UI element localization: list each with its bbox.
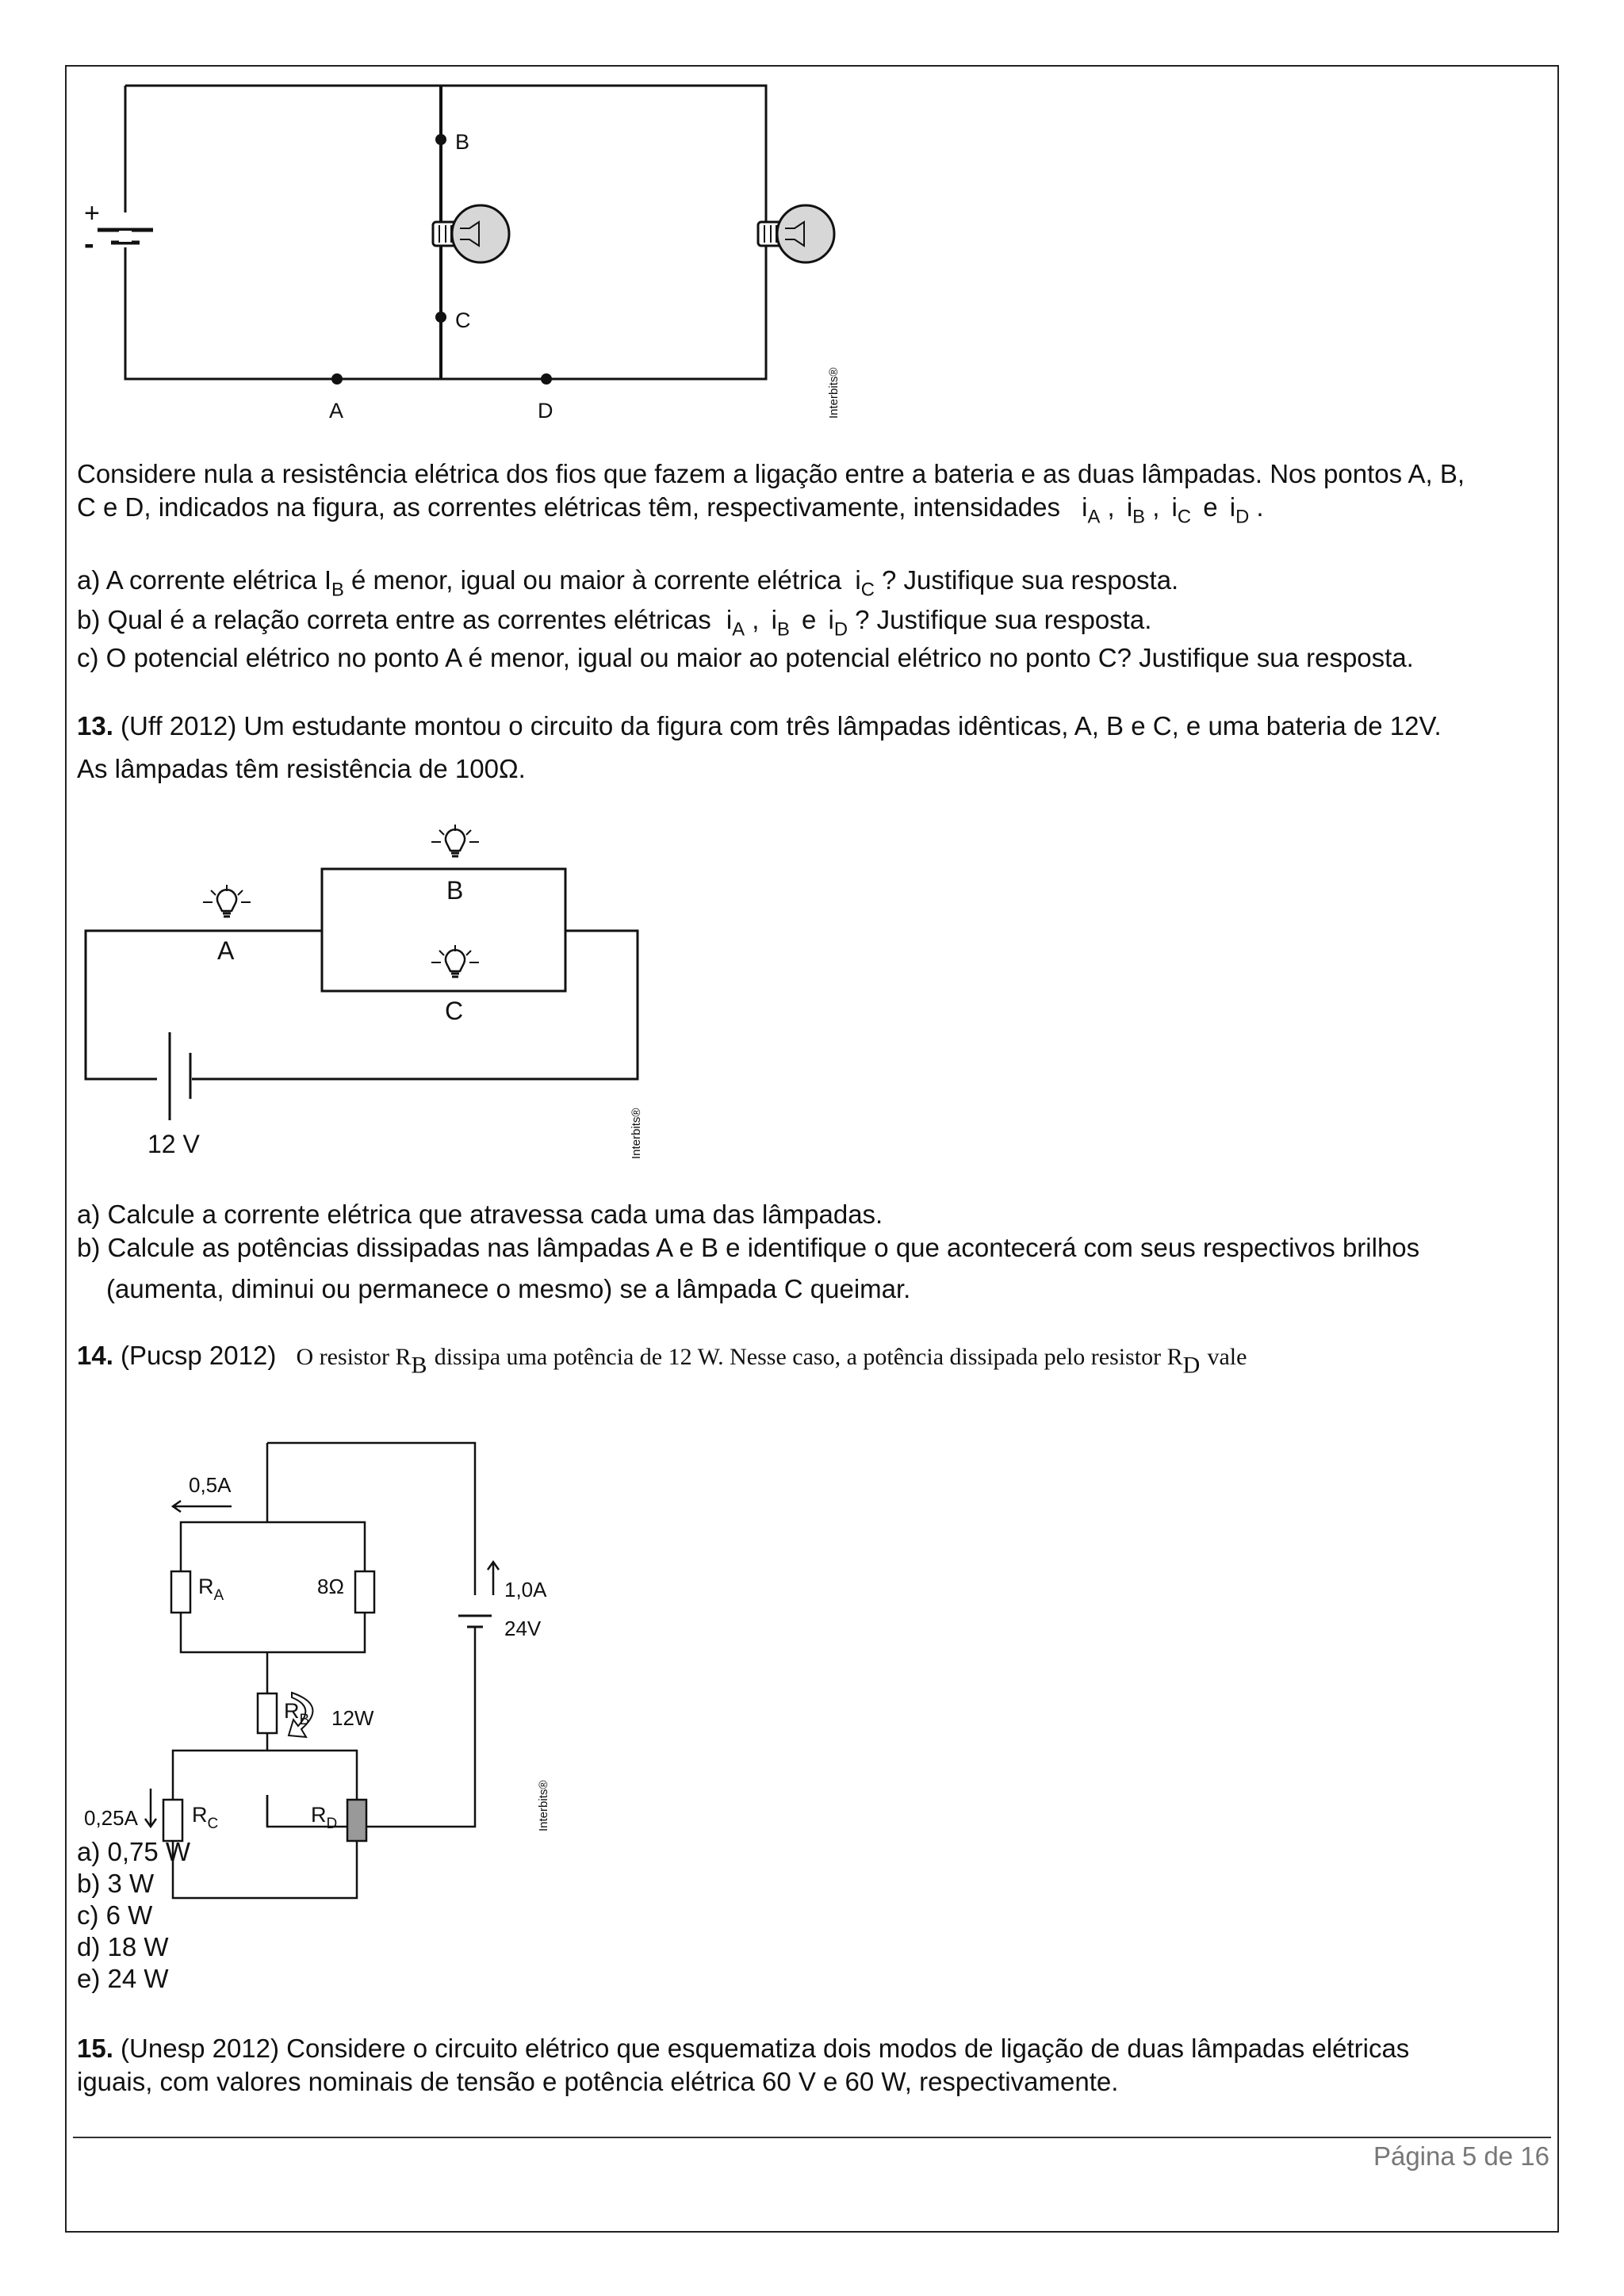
q12-item-c: c) O potencial elétrico no ponto A é menor, igual ou maior ao potencial elétrico no ponto C? Justifique sua resposta.: [77, 643, 1414, 672]
label-8-ohm: 8Ω: [317, 1575, 344, 1598]
q13-item-b-line2: (aumenta, diminui ou permanece o mesmo) se a lâmpada C queimar.: [106, 1274, 911, 1303]
circuit-figure-2: [0, 817, 714, 1173]
page-number: Página 5 de 16: [1373, 2141, 1549, 2171]
battery-plus-label: +: [84, 198, 100, 228]
q14-option-d: d) 18 W: [77, 1932, 169, 1961]
q14-option-e: e) 24 W: [77, 1964, 169, 1993]
label-ra: $R_A$: [198, 1575, 224, 1604]
q12-intro-line2: C e D, indicados na figura, as correntes elétricas têm, respectivamente, intensidades $i_A$ , $i_B$ , $i_C$ e $i_D$ .: [77, 492, 1264, 528]
q12-intro-line1: Considere nula a resistência elétrica dos fios que fazem a ligação entre a bateria e as duas lâmpadas. Nos pontos A, B,: [77, 459, 1465, 488]
label-rd: $R_D$: [311, 1803, 338, 1832]
q14-option-b: b) 3 W: [77, 1869, 155, 1898]
lamp-a-icon: [203, 885, 251, 916]
label-d: D: [538, 399, 553, 423]
label-current-1a: 1,0A: [504, 1578, 547, 1601]
watermark-fig1: Interbits®: [827, 367, 841, 419]
q13-item-b-line1: b) Calcule as potências dissipadas nas lâmpadas A e B e identifique o que acontecerá com seus respectivos brilhos: [77, 1233, 1420, 1262]
q13-stem-line2: As lâmpadas têm resistência de 100Ω.: [77, 754, 526, 783]
label-current-0-5a: 0,5A: [189, 1473, 232, 1497]
label-24v: 24V: [504, 1617, 542, 1640]
point-b: [435, 134, 446, 145]
resistor-ra: [171, 1571, 190, 1613]
point-a: [331, 373, 343, 385]
label-12w: 12W: [331, 1706, 374, 1730]
lamp-2-icon: [758, 205, 834, 262]
label-a: A: [329, 399, 344, 423]
current-arrow-battery: [488, 1562, 499, 1595]
lamp-a-label: A: [217, 936, 235, 965]
resistor-rd: [347, 1800, 366, 1841]
battery: [84, 198, 153, 261]
q13-item-a: a) Calcule a corrente elétrica que atravessa cada uma das lâmpadas.: [77, 1200, 883, 1229]
point-d: [541, 373, 552, 385]
q12-item-a: a) A corrente elétrica $I_B$ é menor, igual ou maior à corrente elétrica $i_C$ ? Justifique sua resposta.: [77, 565, 1179, 601]
resistor-rc: [163, 1800, 182, 1841]
circuit-figure-3: [0, 1395, 634, 1839]
current-arrow-rc: [145, 1789, 156, 1827]
q14-stem: 14. (Pucsp 2012) O resistor $R_B$ dissipa uma potência de 12 W. Nesse caso, a potência dissipada pelo resistor $R_D$ vale: [77, 1341, 1247, 1379]
q15-stem-line1: 15. (Unesp 2012) Considere o circuito elétrico que esquematiza dois modos de ligação de duas lâmpadas elétricas: [77, 2034, 1410, 2063]
lamp-b-label: B: [446, 876, 464, 905]
lamp-c-label: C: [445, 997, 464, 1025]
q14-option-c: c) 6 W: [77, 1900, 153, 1930]
q13-stem-line1: 13. (Uff 2012) Um estudante montou o circuito da figura com três lâmpadas idênticas, A, B e C, e uma bateria de 12V.: [77, 711, 1442, 740]
lamp-c-icon: [431, 945, 479, 977]
label-c: C: [455, 308, 471, 332]
current-arrow-top: [173, 1501, 232, 1512]
circuit-figure-1: [0, 0, 1624, 444]
q14-option-a: a) 0,75 W: [77, 1837, 191, 1866]
point-c: [435, 312, 446, 323]
label-b: B: [455, 130, 470, 154]
lamp-b-icon: [431, 825, 479, 856]
label-rb: $R_B$: [284, 1699, 310, 1728]
watermark-fig2: Interbits®: [630, 1108, 643, 1159]
label-current-0-25a: 0,25A: [84, 1806, 138, 1830]
label-rc: $R_C$: [192, 1803, 219, 1832]
battery-minus-label: -: [84, 228, 94, 261]
resistor-8ohm: [355, 1571, 374, 1613]
q15-stem-line2: iguais, com valores nominais de tensão e potência elétrica 60 V e 60 W, respectivamente.: [77, 2067, 1119, 2096]
resistor-rb: [258, 1693, 277, 1733]
lamp-1-icon: [433, 205, 509, 262]
battery-12v-label: 12 V: [147, 1130, 200, 1158]
q12-item-b: b) Qual é a relação correta entre as correntes elétricas $i_A$ , $i_B$ e $i_D$ ? Justifique sua resposta.: [77, 605, 1152, 641]
watermark-fig3: Interbits®: [537, 1780, 550, 1831]
footer-divider: [73, 2137, 1551, 2138]
